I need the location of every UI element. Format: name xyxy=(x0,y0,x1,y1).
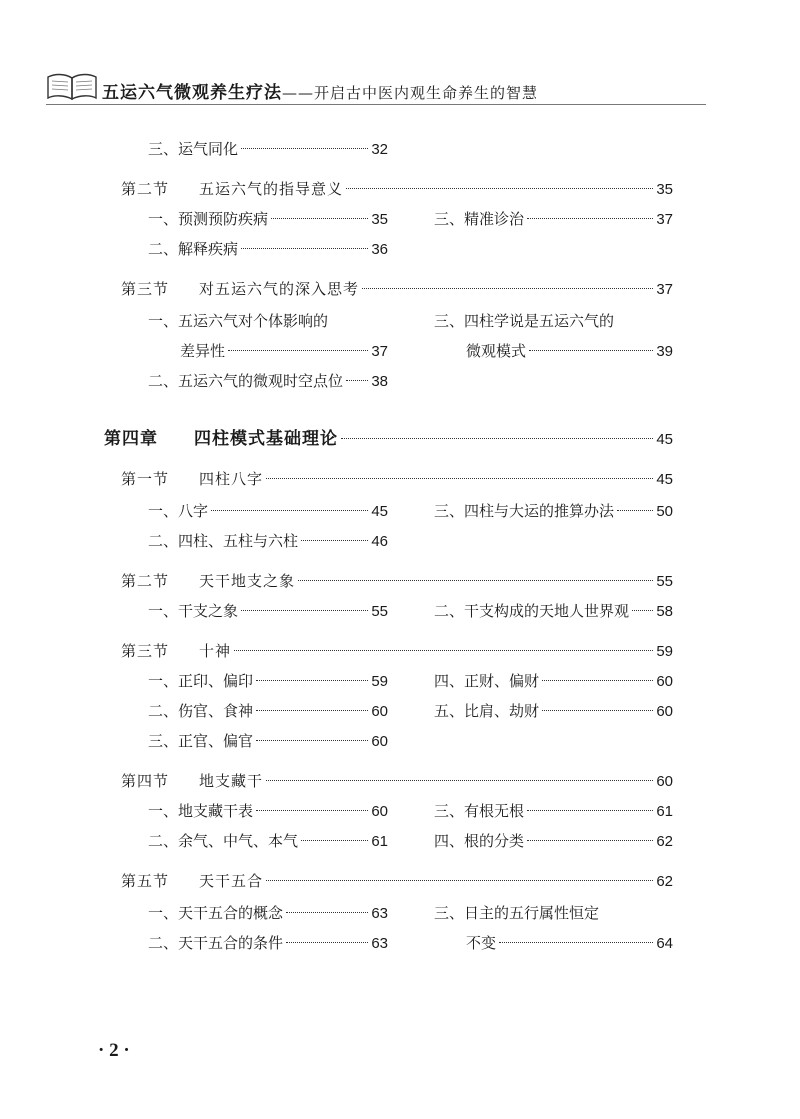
leader-dots xyxy=(301,840,368,841)
section-number: 第三节 xyxy=(121,280,170,298)
entry-page: 61 xyxy=(371,833,388,850)
section-title: 天干地支之象 xyxy=(199,572,296,590)
entry-page: 62 xyxy=(656,833,673,850)
leader-dots xyxy=(266,780,653,781)
entry-title: 一、地支藏干表 xyxy=(148,802,254,820)
entry-page: 63 xyxy=(371,935,388,952)
leader-dots xyxy=(286,912,368,913)
entry-page: 61 xyxy=(656,803,673,820)
leader-dots xyxy=(256,810,368,811)
entry-page: 37 xyxy=(656,211,673,228)
toc-entry[interactable] xyxy=(148,600,388,622)
section-title: 天干五合 xyxy=(199,872,264,890)
toc-entry[interactable] xyxy=(434,500,673,522)
section-page: 55 xyxy=(656,573,673,590)
entry-title: 微观模式 xyxy=(466,342,527,360)
toc-entry[interactable] xyxy=(466,932,673,954)
section-title: 十神 xyxy=(199,642,232,660)
entry-page: 63 xyxy=(371,905,388,922)
entry-page: 50 xyxy=(656,503,673,520)
leader-dots xyxy=(632,610,653,611)
entry-title: 四、正财、偏财 xyxy=(434,672,540,690)
toc-entry[interactable] xyxy=(148,530,388,552)
entry-title: 二、余气、中气、本气 xyxy=(148,832,299,850)
toc-section[interactable] xyxy=(121,468,673,490)
page-number: · 2 · xyxy=(98,1040,130,1061)
leader-dots xyxy=(256,680,368,681)
entry-page: 59 xyxy=(371,673,388,690)
chapter-page: 45 xyxy=(656,431,673,448)
chapter-number: 第四章 xyxy=(104,429,158,449)
toc-entry-first-line[interactable]: 三、四柱学说是五运六气的 xyxy=(434,312,615,330)
toc-entry[interactable] xyxy=(148,208,388,230)
header-title xyxy=(102,78,538,103)
section-title: 地支藏干 xyxy=(199,772,264,790)
entry-title: 一、八字 xyxy=(148,502,209,520)
toc-section[interactable] xyxy=(121,178,673,200)
toc-entry[interactable] xyxy=(434,670,673,692)
toc-entry[interactable] xyxy=(148,800,388,822)
leader-dots xyxy=(527,840,653,841)
entry-title: 不变 xyxy=(466,934,497,952)
entry-title: 二、解释疾病 xyxy=(148,240,239,258)
leader-dots xyxy=(211,510,368,511)
toc-chapter[interactable] xyxy=(104,426,673,452)
section-page: 59 xyxy=(656,643,673,660)
toc-entry[interactable] xyxy=(148,370,388,392)
leader-dots xyxy=(241,610,368,611)
entry-page: 60 xyxy=(656,673,673,690)
toc-entry[interactable] xyxy=(148,238,388,260)
entry-page: 39 xyxy=(656,343,673,360)
chapter-title: 四柱模式基础理论 xyxy=(194,429,338,449)
leader-dots xyxy=(286,942,368,943)
entry-page: 58 xyxy=(656,603,673,620)
leader-dots xyxy=(527,218,653,219)
toc-entry[interactable] xyxy=(148,670,388,692)
entry-title: 二、天干五合的条件 xyxy=(148,934,284,952)
book-title: 五运六气微观养生疗法 xyxy=(102,83,282,103)
leader-dots xyxy=(256,740,368,741)
leader-dots xyxy=(241,248,368,249)
section-page: 60 xyxy=(656,773,673,790)
entry-title: 一、干支之象 xyxy=(148,602,239,620)
entry-page: 45 xyxy=(371,503,388,520)
entry-title: 三、正官、偏官 xyxy=(148,732,254,750)
entry-page: 36 xyxy=(371,241,388,258)
entry-title: 二、五运六气的微观时空点位 xyxy=(148,372,344,390)
leader-dots xyxy=(499,942,653,943)
toc-entry[interactable] xyxy=(434,208,673,230)
leader-dots xyxy=(266,880,653,881)
toc-entry[interactable] xyxy=(434,830,673,852)
toc-entry[interactable] xyxy=(148,500,388,522)
leader-dots xyxy=(527,810,653,811)
toc-entry[interactable] xyxy=(148,830,388,852)
leader-dots xyxy=(346,380,368,381)
leader-dots xyxy=(542,680,653,681)
entry-page: 60 xyxy=(371,703,388,720)
running-header xyxy=(46,70,706,106)
entry-page: 35 xyxy=(371,211,388,228)
entry-title: 三、精准诊治 xyxy=(434,210,525,228)
entry-page: 37 xyxy=(371,343,388,360)
entry-page: 60 xyxy=(656,703,673,720)
section-number: 第一节 xyxy=(121,470,170,488)
entry-title: 三、有根无根 xyxy=(434,802,525,820)
entry-title: 一、正印、偏印 xyxy=(148,672,254,690)
toc-entry[interactable] xyxy=(148,932,388,954)
section-title: 四柱八字 xyxy=(199,470,264,488)
leader-dots xyxy=(617,510,653,511)
entry-title: 一、天干五合的概念 xyxy=(148,904,284,922)
section-number: 第三节 xyxy=(121,642,170,660)
toc-entry[interactable] xyxy=(148,700,388,722)
entry-title: 二、伤官、食神 xyxy=(148,702,254,720)
section-title: 对五运六气的深入思考 xyxy=(199,280,360,298)
toc-section[interactable] xyxy=(121,870,673,892)
entry-page: 32 xyxy=(371,141,388,158)
open-book-icon xyxy=(46,72,98,102)
leader-dots xyxy=(241,148,368,149)
toc-section[interactable] xyxy=(121,640,673,662)
entry-page: 60 xyxy=(371,733,388,750)
entry-page: 46 xyxy=(371,533,388,550)
toc-entry[interactable] xyxy=(466,340,673,362)
leader-dots xyxy=(362,288,653,289)
leader-dots xyxy=(298,580,653,581)
toc-entry[interactable] xyxy=(148,902,388,924)
toc-entry[interactable] xyxy=(180,340,388,362)
toc-entry-first-line[interactable]: 三、日主的五行属性恒定 xyxy=(434,904,600,922)
toc-entry-first-line[interactable]: 一、五运六气对个体影响的 xyxy=(148,312,329,330)
leader-dots xyxy=(346,188,653,189)
entry-title: 五、比肩、劫财 xyxy=(434,702,540,720)
toc-entry[interactable] xyxy=(434,800,673,822)
entry-title: 四、根的分类 xyxy=(434,832,525,850)
section-number: 第二节 xyxy=(121,180,170,198)
leader-dots xyxy=(341,438,653,439)
leader-dots xyxy=(271,218,368,219)
entry-title: 二、干支构成的天地人世界观 xyxy=(434,602,630,620)
toc-section[interactable] xyxy=(121,770,673,792)
leader-dots xyxy=(529,350,653,351)
section-number: 第二节 xyxy=(121,572,170,590)
section-page: 35 xyxy=(656,181,673,198)
entry-page: 60 xyxy=(371,803,388,820)
entry-title: 一、预测预防疾病 xyxy=(148,210,269,228)
book-subtitle: ——开启古中医内观生命养生的智慧 xyxy=(282,84,539,102)
toc-entry[interactable] xyxy=(434,700,673,722)
entry-page: 38 xyxy=(371,373,388,390)
toc-section[interactable] xyxy=(121,570,673,592)
leader-dots xyxy=(542,710,653,711)
leader-dots xyxy=(228,350,368,351)
leader-dots xyxy=(256,710,368,711)
leader-dots xyxy=(301,540,368,541)
toc-entry[interactable] xyxy=(434,600,673,622)
leader-dots xyxy=(234,650,653,651)
entry-page: 55 xyxy=(371,603,388,620)
leader-dots xyxy=(266,478,653,479)
header-divider xyxy=(46,104,706,105)
toc-entry[interactable] xyxy=(148,730,388,752)
entry-title: 差异性 xyxy=(180,342,226,360)
section-number: 第四节 xyxy=(121,772,170,790)
entry-title: 三、四柱与大运的推算办法 xyxy=(434,502,615,520)
section-number: 第五节 xyxy=(121,872,170,890)
toc-section[interactable] xyxy=(121,278,673,300)
section-title: 五运六气的指导意义 xyxy=(199,180,344,198)
section-page: 37 xyxy=(656,281,673,298)
section-page: 62 xyxy=(656,873,673,890)
entry-title: 二、四柱、五柱与六柱 xyxy=(148,532,299,550)
toc-entry[interactable] xyxy=(148,138,388,160)
entry-page: 64 xyxy=(656,935,673,952)
section-page: 45 xyxy=(656,471,673,488)
entry-title: 三、运气同化 xyxy=(148,140,239,158)
